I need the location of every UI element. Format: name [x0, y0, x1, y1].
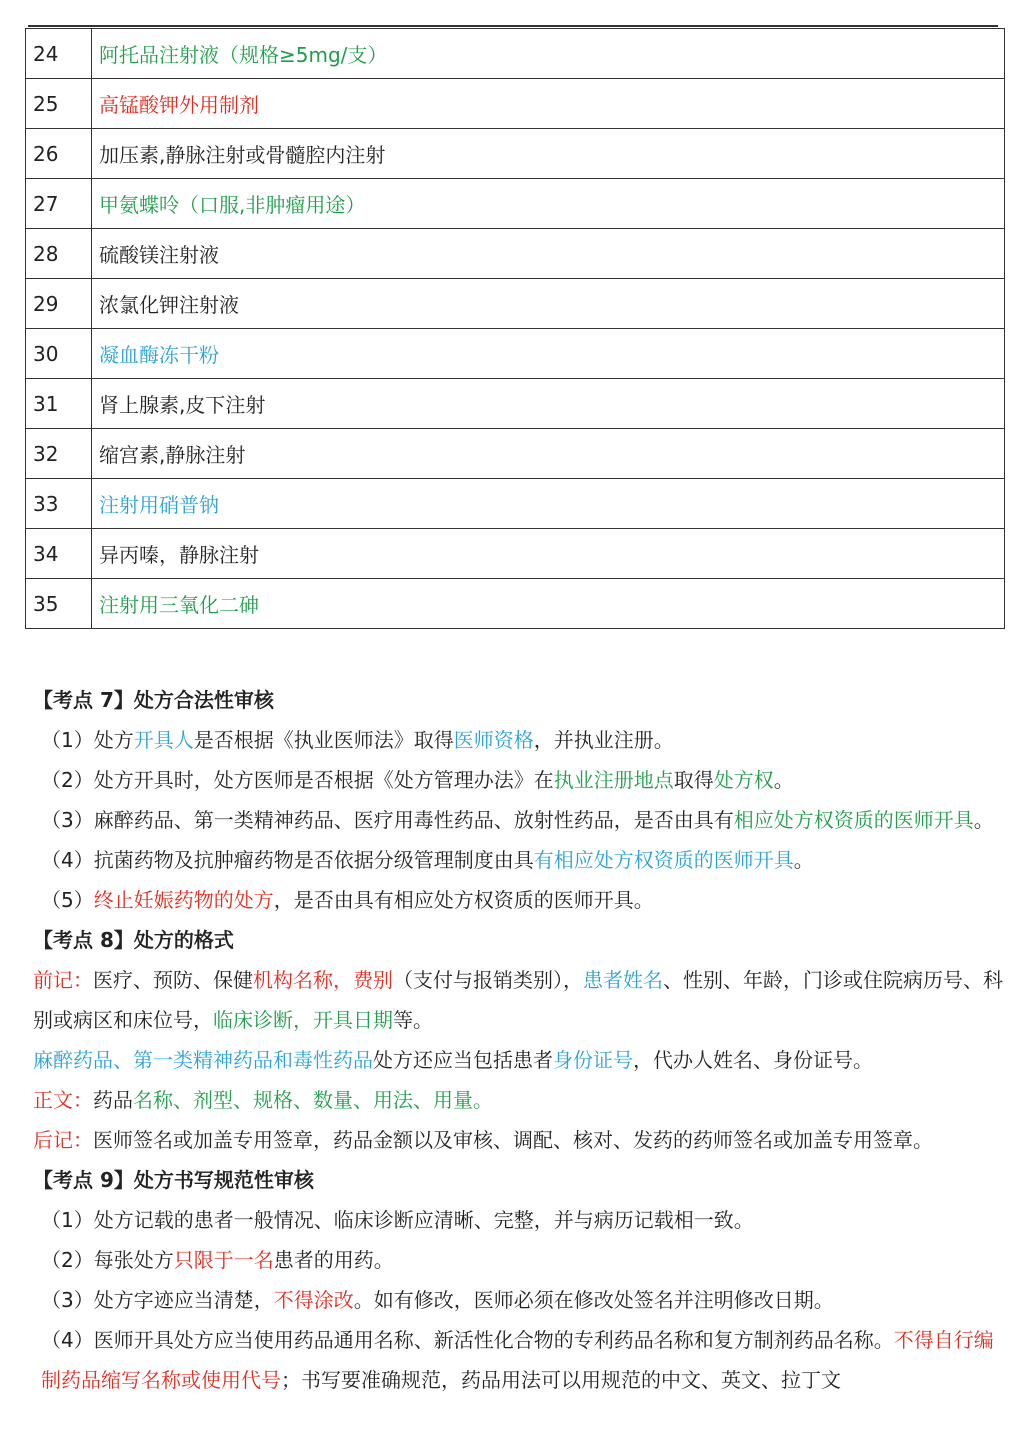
text-run: （1）处方 — [41, 728, 134, 752]
table-row — [26, 79, 1005, 129]
drug-name-text: 异丙嗪，静脉注射 — [99, 543, 259, 567]
text-run: 机构名称，费别 — [253, 968, 393, 992]
drug-name — [92, 429, 1005, 479]
text-run: 开具人 — [133, 728, 194, 752]
text-run: （4）抗菌药物及抗肿瘤药物是否依据分级管理制度由具 — [41, 848, 534, 872]
text-run: （3）麻醉药品、第一类精神药品、医疗用毒性药品、放射性药品，是否由具有 — [41, 808, 734, 832]
drug-name-text: 硫酸镁注射液 — [99, 243, 219, 267]
exam-points-content — [33, 680, 1008, 1400]
text-run: （1）处方记载的患者一般情况、临床诊断应清晰、完整，并与病历记载相一致。 — [41, 1208, 754, 1232]
text-run: 。 — [773, 768, 794, 792]
row-number: 27 — [26, 179, 92, 229]
row-number: 24 — [26, 29, 92, 79]
drug-name-text: 缩宫素,静脉注射 — [99, 443, 246, 467]
paragraph — [33, 1080, 1008, 1120]
text-run: ；书写要准确规范，药品用法可以用规范的中文、英文、拉丁文 — [281, 1368, 841, 1392]
text-run: 麻醉药品、第一类精神药品和毒性药品 — [33, 1048, 373, 1072]
table-row — [26, 229, 1005, 279]
text-run: 医师签名或加盖专用签章，药品金额以及审核、调配、核对、发药的药师签名或加盖专用签章。 — [93, 1128, 933, 1152]
text-run: （支付与报销类别）， — [393, 968, 583, 992]
text-run: 患者的用药。 — [273, 1248, 394, 1272]
table-row — [26, 529, 1005, 579]
drug-name — [92, 129, 1005, 179]
paragraph — [33, 880, 1008, 920]
row-number: 32 — [26, 429, 92, 479]
drug-name — [92, 329, 1005, 379]
drug-name — [92, 479, 1005, 529]
text-run: 是否根据《执业医师法》取得 — [193, 728, 454, 752]
row-number: 25 — [26, 79, 92, 129]
row-number: 31 — [26, 379, 92, 429]
table-row — [26, 29, 1005, 79]
section-heading — [33, 920, 1008, 960]
text-run: 医疗、预防、保健 — [93, 968, 253, 992]
text-run: 【考点 7】处方合法性审核 — [33, 688, 274, 712]
text-run: 。如有修改，医师必须在修改处签名并注明修改日期。 — [353, 1288, 834, 1312]
paragraph — [33, 1280, 1008, 1320]
text-run: 身份证号 — [553, 1048, 633, 1072]
row-number: 26 — [26, 129, 92, 179]
drug-name — [92, 179, 1005, 229]
text-run: （2）处方开具时，处方医师是否根据《处方管理办法》在 — [41, 768, 554, 792]
table-row — [26, 179, 1005, 229]
table-row — [26, 129, 1005, 179]
table-row — [26, 329, 1005, 379]
text-run: 名称、剂型、规格、数量、用法、用量。 — [133, 1088, 493, 1112]
paragraph — [33, 1240, 1008, 1280]
drug-name-text: 甲氨蝶呤（口服,非肿瘤用途） — [99, 193, 366, 217]
paragraph — [33, 840, 1008, 880]
drug-name-text: 肾上腺素,皮下注射 — [99, 393, 266, 417]
drug-name — [92, 379, 1005, 429]
text-run: 【考点 8】处方的格式 — [33, 928, 234, 952]
drug-table — [25, 28, 1005, 629]
text-run: ，代办人姓名、身份证号。 — [633, 1048, 873, 1072]
table-row — [26, 479, 1005, 529]
text-run: 临床诊断，开具日期 — [213, 1008, 393, 1032]
text-run: 处方权 — [713, 768, 774, 792]
text-run: 执业注册地点 — [553, 768, 674, 792]
text-run: 。 — [973, 808, 994, 832]
text-run: 相应处方权资质的医师开具 — [733, 808, 974, 832]
text-run: 药品 — [93, 1088, 133, 1112]
text-run: 终止妊娠药物的处方 — [93, 888, 274, 912]
drug-name — [92, 79, 1005, 129]
drug-table-body — [26, 29, 1005, 629]
row-number: 35 — [26, 579, 92, 629]
row-number: 28 — [26, 229, 92, 279]
table-row — [26, 429, 1005, 479]
drug-name — [92, 29, 1005, 79]
row-number: 29 — [26, 279, 92, 329]
text-run: 、性别、年龄，门诊或住院病历号、科别或病区和床位号， — [33, 968, 1003, 1032]
paragraph — [33, 1320, 1008, 1400]
paragraph — [33, 1040, 1008, 1080]
text-run: ，是否由具有相应处方权资质的医师开具。 — [273, 888, 654, 912]
text-run: 有相应处方权资质的医师开具 — [533, 848, 794, 872]
drug-name-text: 高锰酸钾外用制剂 — [99, 93, 259, 117]
drug-name — [92, 529, 1005, 579]
paragraph — [33, 1200, 1008, 1240]
paragraph — [33, 960, 1008, 1040]
row-number: 33 — [26, 479, 92, 529]
table-row — [26, 379, 1005, 429]
drug-name-text: 凝血酶冻干粉 — [99, 343, 219, 367]
drug-name-text: 注射用硝普钠 — [99, 493, 219, 517]
paragraph — [33, 800, 1008, 840]
table-row — [26, 279, 1005, 329]
text-run: 处方还应当包括患者 — [373, 1048, 553, 1072]
text-run: （3）处方字迹应当清楚， — [41, 1288, 274, 1312]
text-run: 。 — [793, 848, 814, 872]
row-number: 34 — [26, 529, 92, 579]
text-run: 等。 — [393, 1008, 433, 1032]
drug-name-text: 加压素,静脉注射或骨髓腔内注射 — [99, 143, 386, 167]
drug-name — [92, 579, 1005, 629]
drug-name — [92, 279, 1005, 329]
text-run: 只限于一名 — [173, 1248, 274, 1272]
text-run: 后记： — [33, 1128, 93, 1152]
row-number: 30 — [26, 329, 92, 379]
table-row — [26, 579, 1005, 629]
text-run: （5） — [41, 888, 94, 912]
text-run: （2）每张处方 — [41, 1248, 174, 1272]
text-run: 前记： — [33, 968, 93, 992]
text-run: 不得自行编制药品缩写名称或使用代号 — [41, 1328, 994, 1392]
text-run: 正文： — [33, 1088, 93, 1112]
paragraph — [33, 760, 1008, 800]
text-run: 【考点 9】处方书写规范性审核 — [33, 1168, 314, 1192]
section-heading — [33, 1160, 1008, 1200]
text-run: 医师资格 — [453, 728, 534, 752]
text-run: 患者姓名 — [583, 968, 663, 992]
drug-name-text: 浓氯化钾注射液 — [99, 293, 239, 317]
text-run: 取得 — [673, 768, 714, 792]
text-run: ，并执业注册。 — [533, 728, 674, 752]
section-heading — [33, 680, 1008, 720]
text-run: （4）医师开具处方应当使用药品通用名称、新活性化合物的专利药品名称和复方制剂药品名称。 — [41, 1328, 894, 1352]
drug-name-text: 阿托品注射液（规格≥5mg/支） — [99, 43, 388, 67]
paragraph — [33, 1120, 1008, 1160]
paragraph — [33, 720, 1008, 760]
drug-name — [92, 229, 1005, 279]
drug-name-text: 注射用三氧化二砷 — [99, 593, 259, 617]
text-run: 不得涂改 — [273, 1288, 354, 1312]
top-rule — [28, 25, 998, 27]
